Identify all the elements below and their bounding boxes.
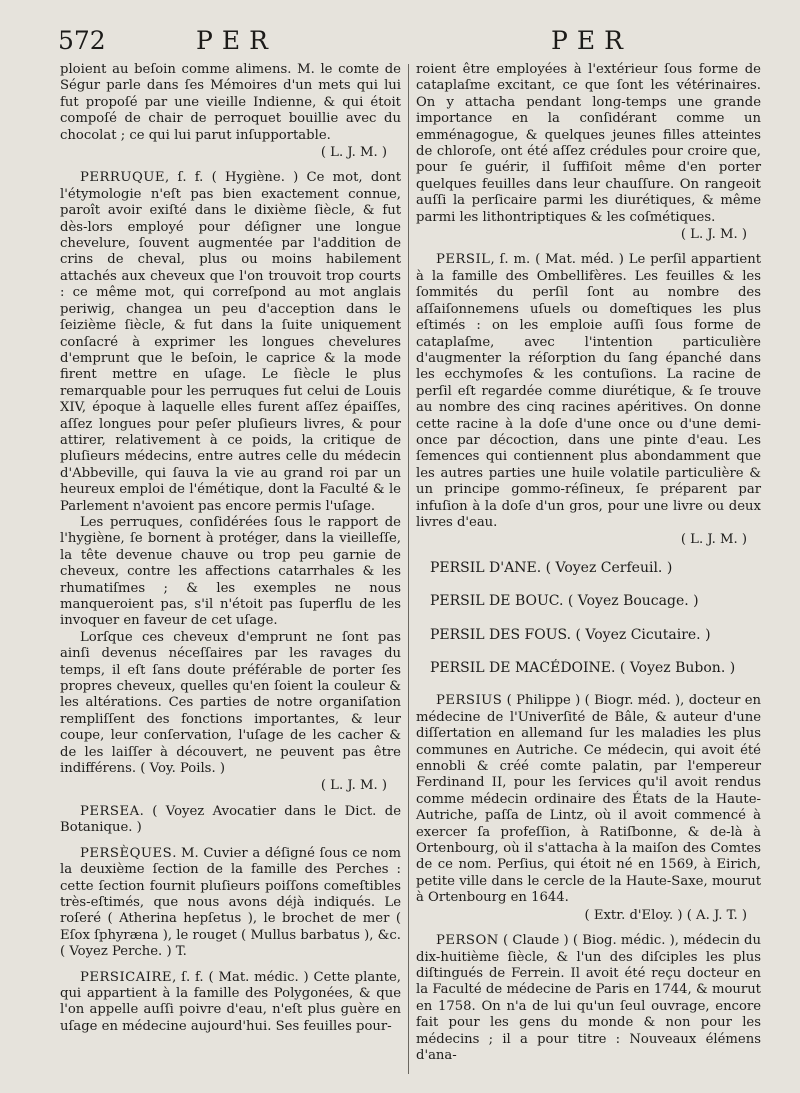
entry-text: roient être employées à l'extérieur ſous forme de cataplaſme excitant, ce que ſont les vétérinaires. On y attacha pendant long-temps une grande importance en la conſidérant comme un emménagogue, & quelques jeunes filles atteintes de chloroſe, ont été aſſez crédules pour croire que, pour ſe guérir, il ſuffiſoit même d'en porter quelques feuilles dans leur chauſſure. On rangeoit auſſi la perſicaire parmi les diurétiques, & même parmi les lithontriptiques & les coſmétiques. xyxy=(416,62,761,225)
entry-persius xyxy=(416,693,761,924)
running-head-left: PER xyxy=(196,26,277,55)
entry-person xyxy=(416,933,761,1064)
entry-text: , ſ. m. ( Mat. méd. ) Le perſil appartient à la famille des Ombellifères. Les feuilles & les ſommités du perſil ſont au nombre des aſſaiſonnemens uſuels ou domeſtiques les plus eſtimés : on les emploie auſſi ſous forme de cataplaſme, avec l'intention particulière d'augmenter la réſorption du ſang épanché dans les ecchymoſes & les contuſions. La racine de perſil eſt regardée comme diurétique, & ſe trouve au nombre des cinq racines apéritives. On donne cette racine à la doſe d'une once ou d'une demi-once par décoction, dans une pinte d'eau. Les ſemences qui contiennent plus abondamment que les autres parties une huile volatile particulière & un principe gommo-réſineux, ſe préparent par infuſion à la doſe d'un gros, pour une livre ou deux livres d'eau. xyxy=(416,252,761,530)
entry-text: , ſ. f. ( Mat. médic. ) Cette plante, qui appartient à la famille des Polygonées, & que l'on appelle auſſi poivre d'eau, n'eſt plus guère en uſage en médecine aujourd'hui. Ses feuilles pour- xyxy=(60,969,401,1034)
entry-signature: ( L. J. M. ) xyxy=(680,532,747,548)
entry-headword: PERSEA xyxy=(80,803,140,819)
entry-headword: PERRUQUE xyxy=(80,170,166,186)
entry-text: ploient au beſoin comme alimens. M. le comte de Ségur parle dans ſes Mémoires d'un mets qui lui fut propoſé par une vieille Indienne, & qui étoit compoſé de chair de perroquet bouillie avec du chocolat ; ce qui lui parut inſupportable. xyxy=(60,62,401,143)
entry-persicaire xyxy=(60,970,401,1036)
entry-persil xyxy=(416,252,761,548)
entry-headword: PERSÈQUES xyxy=(80,845,173,861)
entry-text: Les perruques, conſidérées ſous le rapport de l'hygiène, ſe bornent à protéger, dans la vieilleſſe, la tête devenue chauve ou trop peu garnie de cheveux, contre les affections catarrhales & les rhumatiſmes ; & les exemples ne nous manqueroient pas, s'il n'étoit pas ſuperflu de les invoquer en faveur de cet uſage. xyxy=(60,514,401,629)
entry-text: ( Philippe ) ( Biogr. méd. ), docteur en médecine de l'Univerſité de Bâle, & auteur d'une diſſertation en allemand ſur les maladies les plus communes en Autriche. Ce médecin, qui avoit été ennobli & créé comte palatin, par l'empereur Ferdinand II, pour les ſervices qu'il avoit rendus comme médecin ordinaire des États de la Haute-Autriche, paſſa de Lintz, où il avoit commencé à exercer ſa profeſſion, à Ratiſbonne, & de-là à Ortenbourg, où il s'attacha à la maiſon des Comtes de ce nom. Perſius, qui étoit né en 1569, à Eirich, petite ville dans le cercle de la Haute-Saxe, mourut à Ortenbourg en 1644. xyxy=(416,693,761,906)
entry-text: . ( Voyez Avocatier dans le Dict. de Botanique. ) xyxy=(60,803,401,836)
entry-signature: ( L. J. M. ) xyxy=(320,778,387,794)
entry-persea xyxy=(60,804,401,837)
page-number: 572 xyxy=(58,26,106,55)
entry-intro xyxy=(60,62,401,161)
entry-signature: ( L. J. M. ) xyxy=(320,145,387,161)
entry-text: Lorſque ces cheveux d'emprunt ne ſont pas ainſi devenus néceſſaires par les ravages du temps, il eſt ſans doute préférable de porter ſes propres cheveux, quelles qu'en ſoient la couleur & les altérations. Ces parties de notre organiſation rempliſſent des fonctions importantes, & leur coupe, leur conſervation, l'uſage de les cacher & de les laiſſer à découvert, ne peuvent pas être indifférens. ( Voy. Poils. ) xyxy=(60,629,401,777)
entry-signature: ( Extr. d'Eloy. ) ( A. J. T. ) xyxy=(584,907,747,923)
entry-persil-des-fous: PERSIL DES FOUS. ( Voyez Cicutaire. ) xyxy=(430,626,711,643)
right-column xyxy=(416,62,761,1073)
entry-headword: PERSICAIRE xyxy=(80,969,173,985)
entry-perruque xyxy=(60,170,401,515)
entry-perruque-paragraph xyxy=(60,630,401,795)
entry-perseques xyxy=(60,846,401,961)
entry-headword: PERSIL xyxy=(436,252,491,268)
entry-text: . M. Cuvier a déſigné ſous ce nom la deuxième ſection de la famille des Perches : cette ſection fournit pluſieurs poiſſons comeſtibles très-eſtimés, que nous avons déjà indiqués. Le roſeré ( Atherina hepſetus ), le brochet de mer ( Eſox ſphyræna ), le rouget ( Mullus barbatus ), &c. ( Voyez Perche. ) xyxy=(60,845,401,960)
entry-persicaire-continued xyxy=(416,62,761,243)
entry-headword: PERSON xyxy=(436,933,499,949)
left-column xyxy=(60,62,401,1044)
running-head-right: PER xyxy=(551,26,632,55)
entry-text: , ſ. f. ( Hygiène. ) Ce mot, dont l'étymologie n'eſt pas bien exactement connue, paroît avoir exiſté dans le dixième ſiècle, & fut dès-lors employé pour déſigner une longue chevelure, ſouvent augmentée par l'addition de crins de cheval, plus ou moins habilement attachés aux cheveux que l'on trouvoit trop courts : ce même mot, qui correſpond au mot anglais periwig, changea un peu d'acception dans le ſeizième ſiècle, & fut dans la ſuite uniquement conſacré à exprimer les longues chevelures d'emprunt que le beſoin, le caprice & la mode firent mettre en uſage. Le ſiècle le plus remarquable pour les perruques fut celui de Louis XIV, époque à laquelle elles furent aſſez épaiſſes, aſſez longues pour peſer pluſieurs livres, & pour attirer, relativement à ce poids, la critique de pluſieurs médecins, entre autres celle du médecin d'Abbeville, qui ſauva la vie au grand roi par un heureux emploi de l'émétique, dont la Faculté & le Parlement n'avoient pas encore permis l'uſage. xyxy=(60,170,401,514)
entry-signature: ( L. J. M. ) xyxy=(680,227,747,243)
entry-persil-dane: PERSIL D'ANE. ( Voyez Cerfeuil. ) xyxy=(430,559,673,576)
column-rule xyxy=(408,64,409,1074)
entry-persil-de-bouc: PERSIL DE BOUC. ( Voyez Boucage. ) xyxy=(430,593,699,610)
entry-text: ( Claude ) ( Biog. médic. ), médecin du dix-huitième ſiècle, & l'un des diſciples les plus diſtingués de Ferrein. Il avoit été reçu docteur en la Faculté de médecine de Paris en 1744, & mourut en 1758. On n'a de lui qu'un ſeul ouvrage, encore fait pour les gens du monde & non pour les médecins ; il a pour titre : Nouveaux élémens d'ana- xyxy=(416,933,761,1063)
entry-perruque-paragraph xyxy=(60,515,401,630)
entry-signature: T. xyxy=(175,944,187,960)
entry-headword: PERSIUS xyxy=(436,693,503,709)
entry-persil-de-macedoine: PERSIL DE MACÉDOINE. ( Voyez Bubon. ) xyxy=(430,660,736,676)
